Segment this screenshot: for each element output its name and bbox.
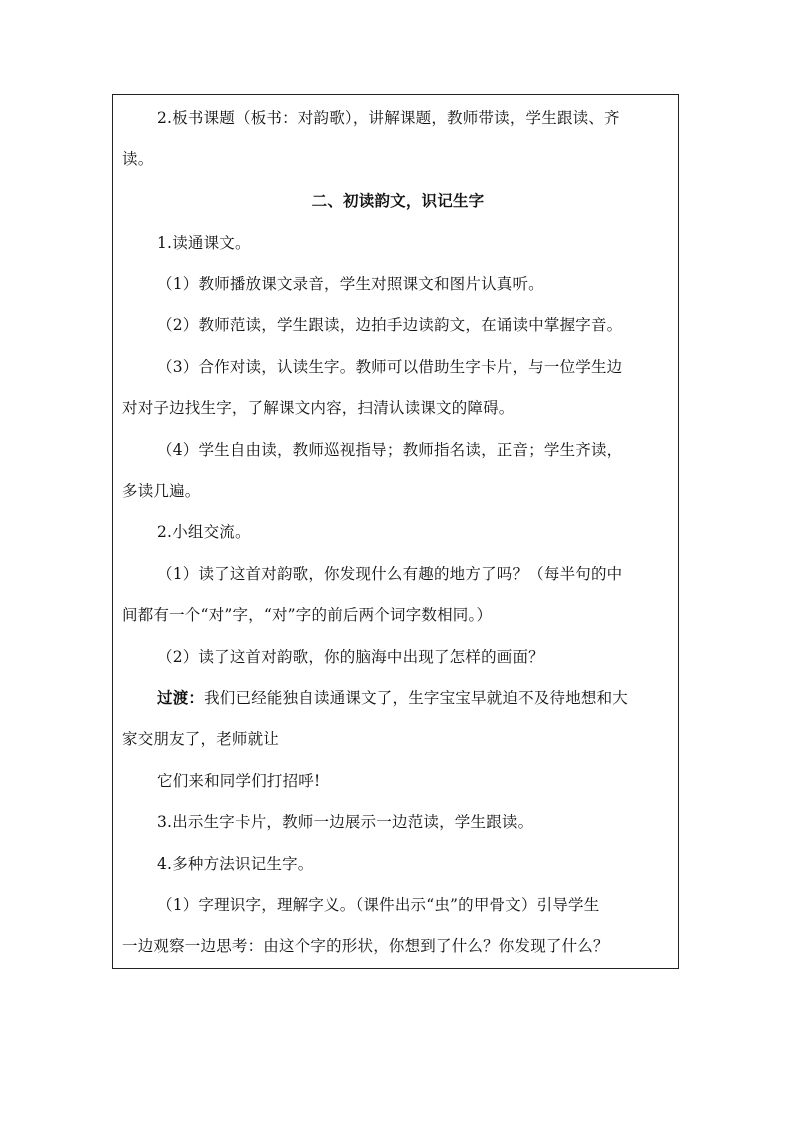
text-line: （1）字理识字，理解字义。（课件出示“虫”的甲骨文）引导学生: [157, 896, 600, 914]
text-line: 家交朋友了，老师就让: [122, 730, 280, 748]
transition-line: [157, 688, 674, 708]
text-line: （1）读了这首对韵歌，你发现什么有趣的地方了吗？（每半句的中: [157, 565, 623, 583]
text-line: 读。: [122, 150, 154, 168]
text-line: （2）读了这首对韵歌，你的脑海中出现了怎样的画面？: [157, 648, 544, 666]
text-line: （4）学生自由读，教师巡视指导；教师指名读，正音；学生齐读，: [157, 441, 623, 459]
text-line: 间都有一个“对”字，“对”字的前后两个词字数相同。）: [122, 606, 493, 624]
text-line: 对对子边找生字，了解课文内容，扫清认读课文的障碍。: [122, 399, 515, 417]
text-line: （2）教师范读，学生跟读，边拍手边读韵文，在诵读中掌握字音。: [157, 316, 623, 334]
text-line: 4.多种方法识记生字。: [157, 855, 314, 873]
text-line: 1.读通课文。: [157, 234, 251, 252]
text-line: 2.板书课题（板书：对韵歌），讲解课题，教师带读，学生跟读、齐: [157, 109, 620, 127]
text-line: 3.出示生字卡片，教师一边展示一边范读，学生跟读。: [157, 813, 534, 831]
section-heading: 二、初读韵文，识记生字: [311, 191, 485, 210]
transition-text: 我们已经能独自读通课文了，生字宝宝早就迫不及待地想和大: [204, 689, 629, 707]
text-line: （3）合作对读，认读生字。教师可以借助生字卡片，与一位学生边: [157, 358, 623, 376]
text-line: 多读几遍。: [122, 482, 201, 500]
transition-label: 过渡：: [157, 688, 205, 707]
text-line: 它们来和同学们打招呼!: [157, 772, 321, 790]
text-line: （1）教师播放课文录音，学生对照课文和图片认真听。: [157, 275, 544, 293]
text-line: 一边观察一边思考：由这个字的形状，你想到了什么？你发现了什么？: [122, 937, 609, 955]
text-line: 2.小组交流。: [157, 523, 251, 541]
